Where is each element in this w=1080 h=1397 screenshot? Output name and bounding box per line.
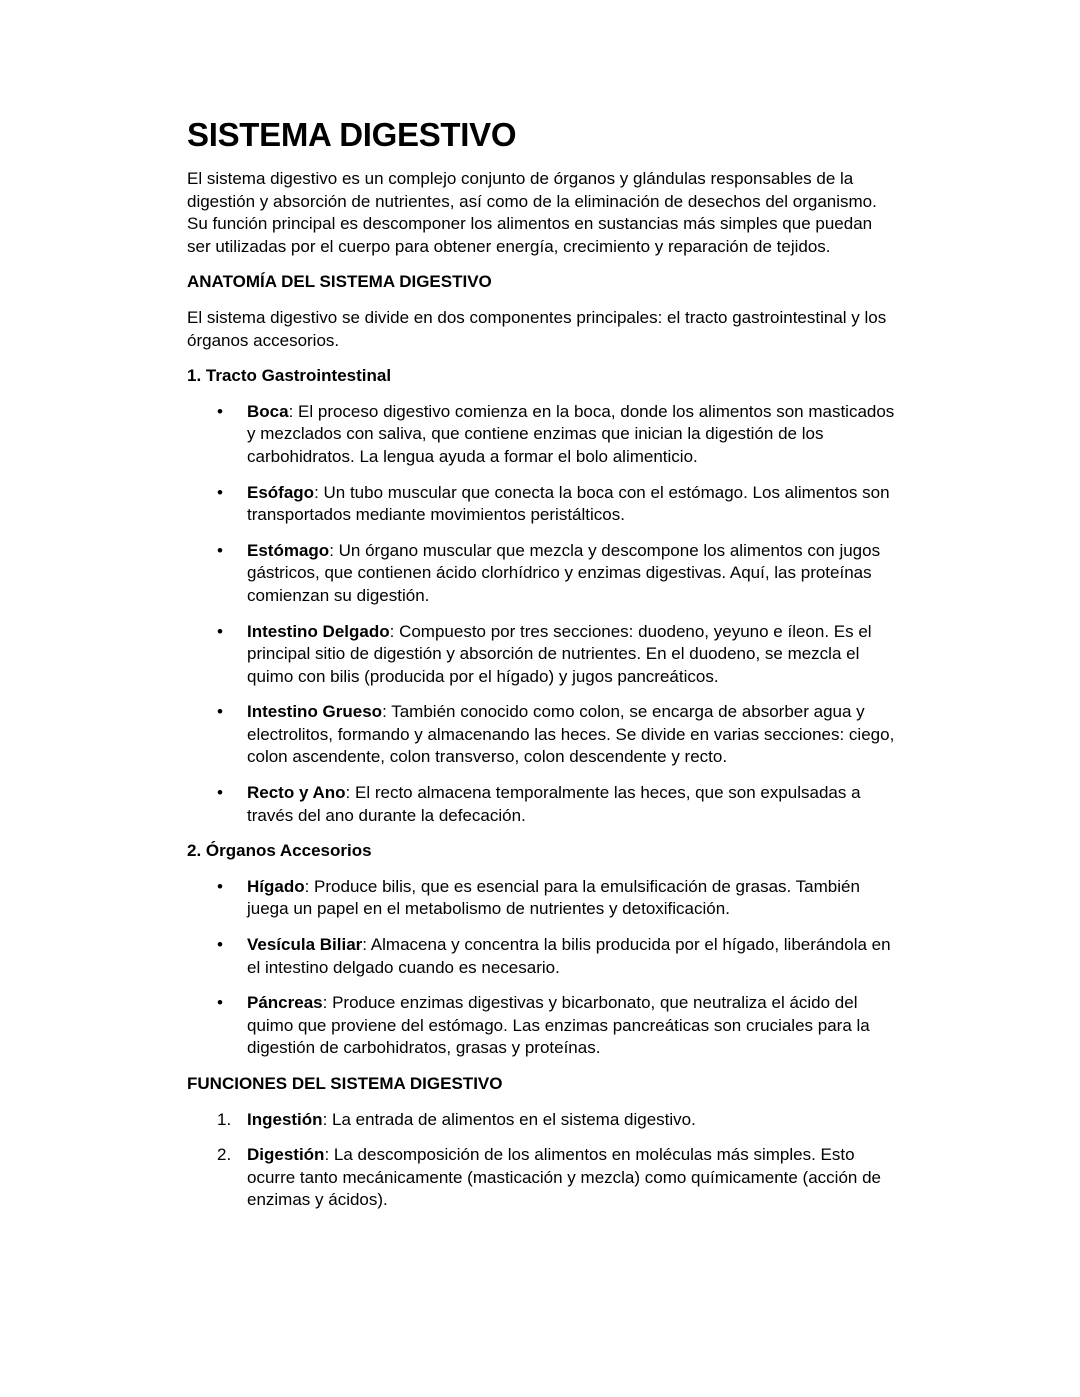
bullet-icon: • [217, 540, 223, 560]
list-item [187, 401, 897, 469]
anatomy-heading: ANATOMÍA DEL SISTEMA DIGESTIVO [187, 272, 492, 292]
item-term: Ingestión [247, 1109, 323, 1129]
functions-heading: FUNCIONES DEL SISTEMA DIGESTIVO [187, 1074, 503, 1093]
item-description: : Un órgano muscular que mezcla y descompone los alimentos con jugos gástricos, que contienen ácido clorhídrico y enzimas digestivas. Aquí, las proteínas comienzan su digestión. [247, 540, 881, 605]
list-item [187, 782, 897, 827]
item-term: Boca [247, 401, 289, 421]
tract-list [187, 401, 897, 828]
list-item [187, 1109, 897, 1132]
item-description: : Almacena y concentra la bilis producida por el hígado, liberándola en el intestino delgado cuando es necesario. [247, 935, 891, 977]
item-description: : Produce enzimas digestivas y bicarbonato, que neutraliza el ácido del quimo que proviene del estómago. Las enzimas pancreáticas son cruciales para la digestión de carbohidratos, grasas y proteínas. [247, 993, 870, 1058]
list-item [187, 1144, 897, 1212]
accessory-heading: 2. Órganos Accesorios [187, 841, 372, 861]
item-term: Esófago [247, 482, 315, 502]
list-item [187, 876, 897, 921]
item-term: Recto y Ano [247, 783, 346, 803]
item-description: : El proceso digestivo comienza en la boca, donde los alimentos son masticados y mezclados con saliva, que contiene enzimas que inician la digestión de los carbohidratos. La lengua ayuda a formar el bolo alimenticio. [247, 401, 895, 466]
bullet-icon: • [217, 401, 223, 421]
page-title: SISTEMA DIGESTIVO [187, 116, 517, 153]
bullet-icon: • [217, 482, 223, 502]
tract-heading: 1. Tracto Gastrointestinal [187, 366, 392, 386]
item-term: Intestino Grueso [247, 702, 383, 722]
item-description: : Un tubo muscular que conecta la boca con el estómago. Los alimentos son transportados mediante movimientos peristálticos. [247, 482, 890, 525]
item-term: Intestino Delgado [247, 621, 390, 641]
document-page [187, 112, 897, 1225]
item-term: Vesícula Biliar [247, 935, 363, 955]
list-item [187, 934, 897, 979]
list-item [187, 701, 897, 769]
list-item [187, 540, 897, 608]
list-item [187, 482, 897, 527]
item-term: Páncreas [247, 993, 323, 1013]
item-term: Estómago [247, 540, 330, 560]
bullet-icon: • [217, 935, 223, 955]
item-description: : La descomposición de los alimentos en moléculas más simples. Esto ocurre tanto mecánicamente (masticación y mezcla) como químicamente (acción de enzimas y ácidos). [247, 1145, 881, 1210]
intro-paragraph: El sistema digestivo es un complejo conjunto de órganos y glándulas responsables de la digestión y absorción de nutrientes, así como de la eliminación de desechos del organismo. Su función principal es descomponer los alimentos en sustancias más simples que puedan ser utilizadas por el cuerpo para obtener energía, crecimiento y reparación de tejidos. [187, 169, 877, 256]
anatomy-paragraph: El sistema digestivo se divide en dos componentes principales: el tracto gastrointestinal y los órganos accesorios. [187, 307, 887, 350]
bullet-icon: • [217, 876, 223, 896]
item-number: 2. [217, 1145, 232, 1165]
item-term: Digestión [247, 1145, 325, 1165]
bullet-icon: • [217, 702, 223, 722]
bullet-icon: • [217, 993, 223, 1013]
bullet-icon: • [217, 783, 223, 803]
item-description: : Produce bilis, que es esencial para la emulsificación de grasas. También juega un papel en el metabolismo de nutrientes y detoxificación. [247, 876, 860, 919]
functions-list [187, 1109, 897, 1212]
item-term: Hígado [247, 876, 305, 896]
list-item [187, 621, 897, 689]
item-number: 1. [217, 1109, 232, 1129]
item-description: : El recto almacena temporalmente las heces, que son expulsadas a través del ano durante la defecación. [247, 783, 861, 825]
item-description: : La entrada de alimentos en el sistema digestivo. [322, 1109, 696, 1129]
item-description: : También conocido como colon, se encarga de absorber agua y electrolitos, formando y almacenando las heces. Se divide en varias secciones: ciego, colon ascendente, colon transverso, colon descendente y recto. [247, 702, 895, 767]
accessory-list [187, 876, 897, 1060]
item-description: : Compuesto por tres secciones: duodeno, yeyuno e íleon. Es el principal sitio de digestión y absorción de nutrientes. En el duodeno, se mezcla el quimo con bilis (producida por el hígado) y jugos pancreáticos. [247, 621, 872, 686]
bullet-icon: • [217, 621, 223, 641]
list-item [187, 992, 897, 1060]
